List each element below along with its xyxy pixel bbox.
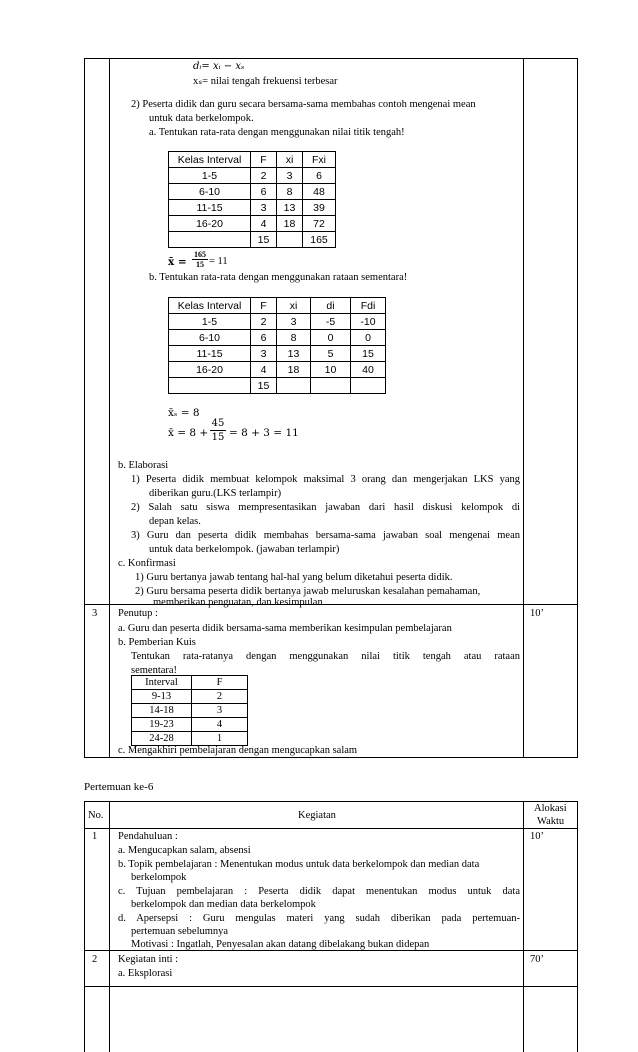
table-total-row xyxy=(169,232,336,248)
table-row xyxy=(132,690,248,704)
mean2-rhs: = 8 + 3 = 11 xyxy=(229,427,299,439)
table-row xyxy=(132,718,248,732)
table-cell: 9-13 xyxy=(132,690,192,704)
table-cell xyxy=(277,378,311,394)
table-cell xyxy=(169,378,251,394)
table-cell: 11-15 xyxy=(169,346,251,362)
table-cell: 18 xyxy=(277,216,303,232)
table-header-cell: Kelas Interval xyxy=(169,152,251,168)
row1-item-c-cont: berkelompok dan median data berkelompok xyxy=(131,899,316,910)
sub-b-instruction: b. Tentukan rata-rata dengan menggunakan rataan sementara! xyxy=(149,272,408,283)
penutup-time: 10’ xyxy=(530,608,544,619)
lower-table-header-divider xyxy=(84,828,578,829)
row1-title: Pendahuluan : xyxy=(118,831,178,842)
table-row xyxy=(169,330,386,346)
table-cell xyxy=(351,378,386,394)
row1-item-a: a. Mengucapkan salam, absensi xyxy=(118,845,251,856)
table-header-row xyxy=(169,152,336,168)
table-header-cell: F xyxy=(251,298,277,314)
upper-table-top-border xyxy=(84,58,578,59)
table-cell: 3 xyxy=(277,168,303,184)
table-header-cell: Kelas Interval xyxy=(169,298,251,314)
upper-table-right-border xyxy=(577,58,578,758)
table-row xyxy=(169,168,336,184)
table-cell: 2 xyxy=(251,314,277,330)
row2-number: 2 xyxy=(92,954,98,965)
table-header-cell: F xyxy=(251,152,277,168)
table-cell: 1-5 xyxy=(169,314,251,330)
table-row xyxy=(169,314,386,330)
table-cell: 48 xyxy=(303,184,336,200)
table-cell: 0 xyxy=(351,330,386,346)
col-header-kegiatan: Kegiatan xyxy=(298,810,336,821)
meeting6-heading: Pertemuan ke-6 xyxy=(84,781,154,793)
table-header-cell: Interval xyxy=(132,676,192,690)
table-cell: 19-23 xyxy=(132,718,192,732)
table-cell: 6-10 xyxy=(169,330,251,346)
elaborasi-item2: 2) Salah satu siswa mempresentasikan jawaban dari hasil diskusi kelompok di xyxy=(131,502,520,513)
penutup-item-c: c. Mengakhiri pembelajaran dengan mengucapkan salam xyxy=(118,745,358,756)
table-cell: 1 xyxy=(192,732,248,746)
lower-table-row-divider xyxy=(84,950,578,951)
table-cell xyxy=(277,232,303,248)
upper-table-bottom-border xyxy=(84,757,578,758)
table-header-cell: di xyxy=(311,298,351,314)
table-cell: 8 xyxy=(277,184,303,200)
table-cell: 10 xyxy=(311,362,351,378)
table-cell: 16-20 xyxy=(169,362,251,378)
row2-item-a: a. Eksplorasi xyxy=(118,968,173,979)
row1-motivasi: Motivasi : Ingatlah, Penyesalan akan datang dibelakang bukan didepan xyxy=(131,939,430,950)
table-cell: 18 xyxy=(277,362,311,378)
elaborasi-title: b. Elaborasi xyxy=(118,460,169,471)
table-cell: -10 xyxy=(351,314,386,330)
row1-time: 10’ xyxy=(530,831,544,842)
upper-table-col1-border xyxy=(109,58,110,758)
table-header-cell: xi xyxy=(277,298,311,314)
sub-a-instruction: a. Tentukan rata-rata dengan menggunakan nilai titik tengah! xyxy=(149,127,405,138)
table-row xyxy=(169,346,386,362)
lower-table-top-border xyxy=(84,801,578,802)
elaborasi-item1: 1) Peserta didik membuat kelompok maksimal 3 orang dan mengerjakan LKS yang xyxy=(131,474,520,485)
col-header-no: No. xyxy=(88,810,104,821)
formula-xs: xₛ= nilai tengah frekuensi terbesar xyxy=(193,76,338,87)
table-row xyxy=(132,732,248,746)
lower-table-right-border xyxy=(577,801,578,1052)
mean2-fraction xyxy=(210,417,226,444)
table-row xyxy=(169,184,336,200)
table-header-row xyxy=(169,298,386,314)
table-cell: 165 xyxy=(303,232,336,248)
table-cell: 8 xyxy=(277,330,311,346)
row1-item-b-cont: berkelompok xyxy=(131,872,187,883)
mean2-lhs: x̄ = 8 + xyxy=(168,427,209,439)
quiz-table xyxy=(131,675,248,746)
table-header-cell: Fdi xyxy=(351,298,386,314)
konfirmasi-item1: 1) Guru bertanya jawab tentang hal-hal yang belum diketahui peserta didik. xyxy=(135,572,453,583)
quiz-instruction-line1: Tentukan rata-ratanya dengan menggunakan nilai titik tengah atau rataan xyxy=(131,651,520,662)
table-cell: 2 xyxy=(192,690,248,704)
mean1-rhs: = 11 xyxy=(209,256,228,267)
table-cell: 6 xyxy=(251,184,277,200)
table-row xyxy=(169,216,336,232)
upper-table-left-border xyxy=(84,58,85,758)
table-cell: 1-5 xyxy=(169,168,251,184)
konfirmasi-item2-cont: memberikan penguatan, dan kesimpulan xyxy=(153,597,323,608)
konfirmasi-item2: 2) Guru bersama peserta didik bertanya jawab meluruskan kesalahan pemahaman, xyxy=(135,586,481,597)
table-cell: 4 xyxy=(192,718,248,732)
formula-di: dᵢ= xᵢ − xₛ xyxy=(193,61,245,72)
elaborasi-item3-cont: untuk data berkelompok. (jawaban terlampir) xyxy=(149,544,340,555)
mean1-lhs: x̄ = xyxy=(168,256,187,268)
table-row xyxy=(169,200,336,216)
table-row xyxy=(132,704,248,718)
table-cell: 0 xyxy=(311,330,351,346)
lower-table-bottom-border xyxy=(84,986,578,987)
table-cell: 6 xyxy=(251,330,277,346)
table-header-cell: xi xyxy=(277,152,303,168)
penutup-number: 3 xyxy=(92,608,98,619)
col-header-waktu: Waktu xyxy=(537,816,565,827)
mean1-fraction xyxy=(192,250,208,270)
item2-line2: untuk data berkelompok. xyxy=(149,113,254,124)
table-cell xyxy=(169,232,251,248)
penutup-item-a: a. Guru dan peserta didik bersama-sama memberikan kesimpulan pembelajaran xyxy=(118,623,452,634)
table-cell: 15 xyxy=(351,346,386,362)
row1-item-b: b. Topik pembelajaran : Menentukan modus untuk data berkelompok dan median data xyxy=(118,859,480,870)
konfirmasi-title: c. Konfirmasi xyxy=(118,558,176,569)
assumed-mean-eq: x̄ₛ = 8 xyxy=(168,407,200,419)
table-cell: 24-28 xyxy=(132,732,192,746)
table-cell: 15 xyxy=(251,232,277,248)
row2-title: Kegiatan inti : xyxy=(118,954,179,965)
mean2-numerator: 45 xyxy=(211,418,225,429)
table-header-cell: Fxi xyxy=(303,152,336,168)
table-total-row xyxy=(169,378,386,394)
table-cell: 3 xyxy=(277,314,311,330)
quiz-instruction-line2: sementara! xyxy=(131,665,178,676)
col-header-alokasi: Alokasi xyxy=(534,803,567,814)
midpoint-table xyxy=(168,151,336,248)
table-cell: 4 xyxy=(251,362,277,378)
table-row xyxy=(169,362,386,378)
upper-table-col2-border xyxy=(523,58,524,758)
lower-table-left-border xyxy=(84,801,85,1052)
table-cell: 3 xyxy=(192,704,248,718)
row1-number: 1 xyxy=(92,831,98,842)
row2-time: 70’ xyxy=(530,954,544,965)
row1-item-c: c. Tujuan pembelajaran : Peserta didik dapat menentukan modus untuk data xyxy=(118,886,520,897)
table-cell: 11-15 xyxy=(169,200,251,216)
item2-line1: 2) Peserta didik dan guru secara bersama-sama membahas contoh mengenai mean xyxy=(131,99,476,110)
table-header-row xyxy=(132,676,248,690)
elaborasi-item1-cont: diberikan guru.(LKS terlampir) xyxy=(149,488,282,499)
table-cell: 13 xyxy=(277,346,311,362)
table-cell: -5 xyxy=(311,314,351,330)
elaborasi-item3: 3) Guru dan peserta didik membahas bersama-sama jawaban soal mengenai mean xyxy=(131,530,520,541)
table-cell: 39 xyxy=(303,200,336,216)
table-cell: 3 xyxy=(251,346,277,362)
mean1-denominator: 15 xyxy=(196,260,204,269)
elaborasi-item2-cont: depan kelas. xyxy=(149,516,201,527)
row1-item-d: d. Apersepsi : Guru mengulas materi yang sudah diberikan pada pertemuan- xyxy=(118,913,520,924)
table-cell: 13 xyxy=(277,200,303,216)
table-cell: 6-10 xyxy=(169,184,251,200)
mean1-numerator: 165 xyxy=(194,250,206,259)
penutup-title: Penutup : xyxy=(118,608,158,619)
assumed-mean-table xyxy=(168,297,386,394)
table-cell: 15 xyxy=(251,378,277,394)
penutup-item-b: b. Pemberian Kuis xyxy=(118,637,196,648)
lower-table-col2-border xyxy=(523,801,524,1052)
row1-item-d-cont: pertemuan sebelumnya xyxy=(131,926,229,937)
mean2-denominator: 15 xyxy=(211,432,225,443)
lower-table-col1-border xyxy=(109,801,110,1052)
table-cell: 6 xyxy=(303,168,336,184)
table-cell: 4 xyxy=(251,216,277,232)
table-cell xyxy=(311,378,351,394)
table-header-cell: F xyxy=(192,676,248,690)
table-cell: 72 xyxy=(303,216,336,232)
table-cell: 3 xyxy=(251,200,277,216)
table-cell: 40 xyxy=(351,362,386,378)
table-cell: 2 xyxy=(251,168,277,184)
table-cell: 5 xyxy=(311,346,351,362)
table-cell: 16-20 xyxy=(169,216,251,232)
table-cell: 14-18 xyxy=(132,704,192,718)
